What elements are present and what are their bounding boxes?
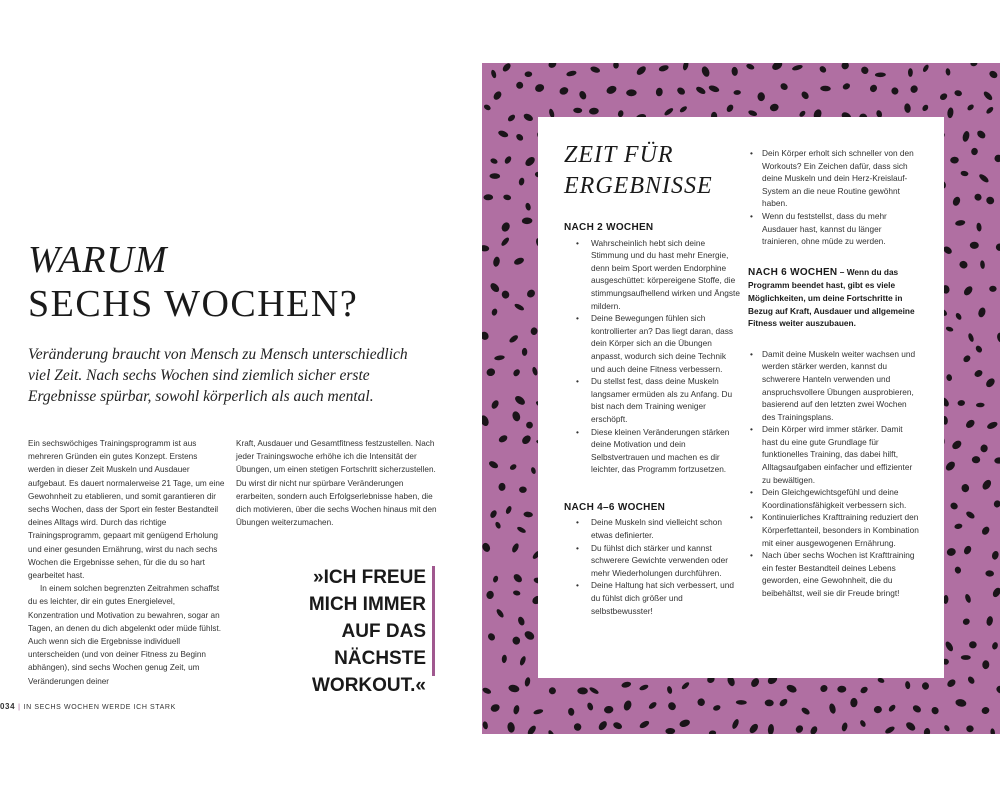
pattern-dot — [745, 63, 755, 71]
pattern-dot — [970, 242, 979, 249]
box-title-line1: ZEIT FÜR — [564, 142, 674, 168]
pattern-dot — [967, 675, 976, 685]
pattern-dot — [990, 728, 995, 734]
list-item: • Deine Haltung hat sich verbessert, und du fühlst dich größer und selbstbewusster! — [564, 579, 744, 617]
pattern-dot — [819, 684, 829, 694]
pattern-dot — [733, 90, 741, 95]
pattern-dot — [995, 243, 1000, 252]
pattern-dot — [945, 326, 954, 333]
pattern-dot — [489, 173, 500, 179]
pattern-dot — [489, 281, 501, 293]
page-number: 034 — [0, 702, 16, 711]
pattern-dot — [840, 63, 850, 71]
pattern-dot — [492, 90, 503, 101]
pattern-dot — [648, 701, 658, 711]
pattern-dot — [828, 703, 836, 715]
pattern-dot — [978, 173, 990, 184]
pattern-dot — [905, 720, 917, 732]
pattern-dot — [974, 344, 983, 353]
pattern-dot — [994, 457, 1000, 464]
pattern-dot — [682, 63, 689, 71]
pattern-dot — [492, 256, 500, 267]
pattern-dot — [962, 130, 971, 142]
pattern-dot — [708, 84, 720, 93]
body-paragraph: In einem solchen begrenzten Zeitrahmen schaffst du es leichter, dir ein gutes Energielevel, Konzentration und Motivation zu bewahren, sogar an Tagen, an denen du dich abgelenkt oder müde fühlst. Auch wenn sich die Ergebnisse individuell unterscheiden (und von deiner Fitness zu Beginn abhängen), sind sechs Wochen genug Zeit, um Veränderungen deiner — [28, 584, 222, 686]
pattern-dot — [490, 157, 499, 164]
pull-quote: »ICH FREUE MICH IMMER AUF DAS NÄCHSTE WORKOUT.« — [308, 567, 426, 696]
pattern-dot — [778, 697, 789, 707]
pattern-dot — [954, 89, 963, 96]
pattern-dot — [490, 703, 501, 713]
pattern-dot — [962, 285, 974, 297]
pattern-dot — [501, 654, 507, 663]
section-heading-week6: NACH 6 WOCHEN — [748, 266, 838, 278]
list-item: • Du fühlst dich stärker und kannst schwerere Gewichte verwenden oder mehr Wiederholungen durchführen. — [564, 542, 744, 580]
pattern-dot — [791, 64, 803, 72]
pattern-dot — [982, 660, 989, 669]
pattern-dot — [996, 332, 1000, 343]
pattern-dot — [984, 377, 996, 389]
pattern-dot — [905, 681, 911, 690]
pattern-dot — [973, 369, 983, 379]
pattern-dot — [588, 686, 599, 695]
pattern-dot — [519, 487, 527, 493]
pattern-dot — [955, 312, 963, 321]
pattern-dot — [890, 86, 899, 96]
pattern-dot — [613, 63, 619, 69]
pattern-dot — [869, 83, 879, 93]
pattern-dot — [500, 236, 510, 247]
pattern-dot — [513, 256, 525, 266]
pattern-dot — [516, 82, 523, 89]
pattern-dot — [946, 678, 957, 689]
pattern-dot — [757, 92, 765, 101]
box-title-line2: ERGEBNISSE — [564, 173, 713, 199]
pattern-dot — [731, 67, 738, 77]
pattern-dot — [748, 722, 760, 734]
pattern-dot — [769, 103, 779, 113]
box-title — [564, 140, 713, 202]
pattern-dot — [482, 414, 490, 427]
pattern-dot — [534, 83, 545, 93]
week4-6-list-continued — [748, 147, 923, 248]
pattern-dot — [520, 434, 532, 446]
section-heading-week4-6: NACH 4–6 WOCHEN — [564, 501, 666, 513]
pattern-dot — [513, 394, 526, 406]
pattern-dot — [494, 355, 505, 361]
pattern-dot — [497, 129, 509, 138]
pattern-dot — [525, 421, 534, 430]
pattern-dot — [514, 303, 526, 312]
pattern-dot — [966, 103, 975, 111]
pattern-dot — [908, 68, 913, 77]
pattern-dot — [524, 155, 537, 168]
pattern-dot — [498, 483, 506, 492]
pattern-dot — [603, 705, 613, 714]
pattern-dot — [522, 348, 528, 356]
pattern-dot — [522, 217, 533, 224]
pattern-dot — [985, 195, 995, 205]
pattern-dot — [681, 681, 691, 690]
pattern-dot — [490, 399, 500, 410]
body-paragraph: Kraft, Ausdauer und Gesamtfitness festzustellen. Nach jeder Trainingswoche erhöhe ich die Intensität der Übungen, um einen stetigen Fortschritt sicherzustellen. Du wirst dir nicht nur spürbare Veränderungen erarbeiten, sondern auch Erfolgserlebnisse haben, die dich motivieren, über die sechs Wochen hinaus mit den Übungen weiterzumachen. — [236, 439, 437, 528]
pattern-dot — [494, 521, 501, 530]
pattern-dot — [954, 566, 962, 575]
body-paragraph: Ein sechswöchiges Trainingsprogramm ist aus mehreren Gründen ein gutes Konzept. Erstens werden in dieser Zeit Muskeln und Ausdauer aufgebaut. Es dauert normalerweise 21 Tage, um eine Gewohnheit zu etablieren, und somit garantieren dir sechs Wochen, dass der Sport ein fester Bestandteil deines Alltags wird. Durch das richtige Trainingsprogramm, gepaart mit genügend Erholung und einer gesunden Ernährung, wirst du nach sechs Wochen die Ergebnisse sehen, für die du so hart gearbeitet hast. — [28, 439, 225, 581]
week4-6-list — [564, 516, 744, 617]
pattern-dot — [980, 444, 989, 453]
pattern-dot — [522, 112, 534, 122]
pattern-dot — [663, 107, 674, 117]
pattern-dot — [736, 700, 747, 705]
pattern-dot — [622, 699, 632, 711]
pattern-dot — [548, 687, 556, 695]
list-item: • Wenn du feststellst, dass du mehr Ausdauer hast, kannst du länger trainieren, ohne müde zu werden. — [748, 210, 923, 248]
pattern-dot — [962, 354, 972, 364]
pattern-dot — [954, 523, 963, 530]
pattern-dot — [875, 72, 886, 77]
running-title: IN SECHS WOCHEN WERDE ICH STARK — [23, 704, 176, 711]
pattern-dot — [842, 82, 851, 91]
pattern-dot — [523, 629, 536, 641]
pattern-dot — [964, 418, 976, 429]
pattern-dot — [621, 681, 632, 689]
results-column-2 — [748, 147, 923, 600]
pattern-dot — [586, 702, 594, 711]
pattern-dot — [989, 286, 996, 292]
pattern-dot — [985, 106, 994, 115]
pattern-dot — [966, 725, 974, 732]
pattern-dot — [666, 686, 673, 695]
pattern-dot — [771, 63, 784, 72]
results-column-1 — [564, 222, 744, 617]
pattern-dot — [985, 570, 994, 577]
pattern-dot — [507, 113, 517, 122]
pattern-dot — [658, 64, 669, 72]
pattern-dot — [964, 593, 972, 603]
pattern-dot — [951, 196, 961, 207]
pattern-dot — [482, 330, 490, 341]
pattern-dot — [712, 704, 721, 711]
pattern-dot — [973, 192, 983, 202]
page-title-line2: SECHS WOCHEN? — [28, 283, 359, 325]
pattern-dot — [921, 682, 929, 691]
pattern-dot — [678, 718, 690, 728]
pattern-dot — [491, 308, 498, 317]
pattern-dot — [577, 687, 588, 694]
pattern-dot — [590, 65, 601, 74]
pattern-dot — [483, 103, 492, 111]
list-item: • Dein Körper erholt sich schneller von den Workouts? Ein Zeichen dafür, dass sich deine Muskeln und dein Herz-Kreislauf-System an die neue Routine gewöhnt haben. — [748, 147, 923, 210]
pattern-dot — [498, 434, 509, 444]
body-column-2 — [236, 437, 438, 529]
pattern-dot — [841, 722, 848, 732]
list-item: • Damit deine Muskeln weiter wachsen und werden stärker werden, kannst du schwerere Hanteln verwenden und anspruchsvollere Übungen ausprobieren, basierend auf den letzten zwei Wochen des Trainingsplans. — [748, 348, 923, 424]
pattern-dot — [656, 87, 664, 96]
pattern-dot — [976, 402, 985, 407]
pattern-dot — [487, 632, 497, 642]
pattern-dot — [969, 641, 977, 648]
pattern-dot — [589, 107, 599, 114]
pattern-dot — [991, 550, 1000, 560]
pattern-dot — [767, 724, 774, 734]
list-item: • Diese kleinen Veränderungen stärken deine Motivation und dein Selbstvertrauen und machen es dir leichter, das Programm fortzusetzen. — [564, 426, 744, 476]
pattern-dot — [961, 483, 970, 492]
pattern-dot — [568, 707, 575, 716]
list-item: • Nach über sechs Wochen ist Krafttraining ein fester Bestandteil deines Lebens geworden, eine Gewohnheit, die du beibehältst, weil sie dir Freude bringt! — [748, 549, 923, 599]
pattern-dot — [946, 374, 953, 382]
pattern-dot — [503, 155, 512, 165]
pattern-dot — [709, 730, 717, 734]
pattern-dot — [517, 616, 526, 627]
pattern-dot — [944, 460, 957, 473]
pattern-dot — [505, 505, 513, 515]
pattern-dot — [951, 439, 963, 451]
pattern-dot — [605, 84, 618, 95]
pattern-dot — [512, 636, 521, 646]
pattern-dot — [980, 525, 990, 536]
pattern-dot — [986, 616, 994, 627]
pattern-dot — [800, 90, 810, 100]
pattern-dot — [500, 221, 511, 233]
pattern-dot — [507, 722, 516, 733]
pattern-dot — [991, 641, 999, 650]
pattern-dot — [725, 103, 734, 113]
pattern-dot — [981, 706, 991, 715]
pattern-dot — [513, 704, 521, 714]
pattern-dot — [921, 104, 929, 113]
pattern-dot — [873, 705, 882, 713]
pattern-dot — [483, 194, 493, 200]
pattern-dot — [612, 721, 623, 730]
pattern-dot — [946, 547, 956, 556]
pattern-dot — [922, 64, 930, 73]
pattern-dot — [850, 698, 858, 708]
list-item: • Deine Bewegungen fühlen sich kontrollierter an? Das liegt daran, dass dein Körper sich an die Übungen anpasst, wodurch sich deine Technik und auch deine Fitness verbessern. — [564, 312, 744, 375]
week2-list — [564, 237, 744, 476]
pattern-dot — [837, 686, 846, 693]
pattern-dot — [976, 222, 982, 231]
pattern-dot — [667, 701, 678, 712]
pattern-dot — [488, 460, 499, 470]
pattern-dot — [961, 655, 971, 660]
pattern-dot — [501, 63, 512, 73]
page-title-line1: WARUM — [28, 239, 168, 281]
pattern-dot — [492, 575, 499, 583]
pattern-dot — [980, 260, 985, 269]
left-page — [0, 0, 482, 800]
pattern-dot — [530, 467, 536, 475]
pattern-dot — [508, 684, 520, 693]
pattern-dot — [665, 728, 675, 734]
pattern-dot — [785, 683, 798, 694]
pattern-dot — [503, 194, 512, 201]
list-item: • Kontinuierliches Krafttraining reduziert den Körperfettanteil, besonders in Kombination mit einer ausgewogenen Ernährung. — [748, 511, 923, 549]
pattern-dot — [911, 704, 922, 714]
pattern-dot — [955, 219, 966, 226]
pattern-dot — [960, 170, 969, 177]
pattern-dot — [525, 288, 536, 299]
pattern-dot — [509, 463, 518, 471]
pattern-dot — [516, 526, 527, 534]
pattern-dot — [958, 260, 969, 270]
pattern-dot — [638, 719, 650, 729]
pattern-dot — [482, 687, 492, 696]
pattern-dot — [519, 655, 527, 666]
pattern-dot — [525, 202, 532, 211]
pattern-dot — [859, 719, 867, 728]
pattern-dot — [495, 608, 505, 619]
list-item: • Dein Gleichgewichtsgefühl und deine Koordinationsfähigkeit verbessern sich. — [748, 486, 923, 511]
pattern-dot — [700, 65, 711, 78]
pattern-dot — [547, 63, 558, 69]
pattern-dot — [945, 68, 951, 76]
pattern-dot — [511, 410, 521, 422]
pattern-dot — [859, 685, 869, 694]
pattern-dot — [731, 718, 740, 730]
pattern-dot — [512, 572, 523, 583]
pattern-dot — [676, 86, 687, 96]
pattern-dot — [995, 685, 1000, 695]
pattern-dot — [515, 133, 525, 142]
pattern-dot — [993, 499, 1000, 508]
pattern-dot — [486, 590, 495, 600]
pattern-dot — [950, 156, 959, 163]
pattern-dot — [697, 698, 706, 707]
pattern-dot — [526, 724, 537, 734]
section-heading-week2: NACH 2 WOCHEN — [564, 222, 654, 233]
pattern-dot — [639, 684, 649, 692]
pattern-dot — [986, 420, 998, 430]
pattern-dot — [976, 129, 987, 140]
pattern-dot — [748, 109, 758, 117]
pattern-dot — [939, 92, 949, 101]
list-item: • Wahrscheinlich hebt sich deine Stimmung und du hast mehr Energie, denn beim Sport werden Endorphine ausgeschüttet: körpereigene Stoffe, die stimmungsaufhellend wirken und Ängste mildern. — [564, 237, 744, 313]
pattern-dot — [962, 618, 971, 626]
pattern-dot — [524, 677, 531, 687]
pattern-dot — [482, 721, 489, 730]
list-item: • Deine Muskeln sind vielleicht schon etwas definierter. — [564, 516, 744, 541]
pattern-dot — [909, 84, 919, 94]
pattern-dot — [943, 724, 951, 732]
pattern-dot — [482, 542, 492, 554]
pattern-dot — [518, 177, 525, 186]
pattern-dot — [809, 725, 819, 734]
pattern-dot — [679, 105, 688, 113]
pattern-dot — [982, 90, 993, 101]
pattern-dot — [486, 367, 497, 377]
pattern-dot — [558, 86, 569, 96]
pattern-dot — [513, 590, 521, 596]
body-column-1 — [28, 437, 226, 688]
pattern-dot — [949, 501, 959, 511]
pattern-dot — [490, 69, 497, 79]
page-footer — [0, 702, 176, 711]
pattern-dot — [635, 65, 647, 77]
pattern-dot — [904, 103, 912, 113]
pattern-dot — [523, 511, 533, 517]
pull-quote-bar — [432, 566, 435, 676]
list-item: • Dein Körper wird immer stärker. Damit hast du eine gute Grundlage für funktionelles Training, das dabei hilft, Alltagsaufgaben einfacher und effizienter zu bewältigen. — [748, 423, 923, 486]
pattern-dot — [533, 708, 544, 715]
week6-intro — [748, 266, 923, 330]
pattern-dot — [888, 704, 897, 713]
pattern-dot — [957, 400, 965, 407]
pattern-dot — [525, 71, 533, 77]
pattern-dot — [489, 509, 498, 519]
list-item: • Du stellst fest, dass deine Muskeln langsamer ermüden als zu Anfang. Du bist nach dem Training weniger erschöpft. — [564, 375, 744, 425]
pattern-dot — [965, 510, 976, 520]
pattern-dot — [860, 65, 870, 75]
pattern-dot — [955, 698, 967, 707]
pattern-dot — [818, 65, 827, 74]
pattern-dot — [977, 307, 987, 319]
pattern-dot — [794, 724, 804, 734]
pattern-dot — [512, 368, 521, 378]
week6-list — [748, 348, 923, 600]
pattern-dot — [944, 640, 955, 652]
pattern-dot — [981, 478, 993, 491]
week6-intro-text: – Wenn du das Programm beendet hast, gibt es viele Möglichkeiten, um deine Fortschritte in Bezug auf Kraft, Ausdauer und allgemeine Fitness weiter auszubauen. — [748, 266, 915, 329]
pattern-dot — [988, 69, 999, 79]
pattern-dot — [884, 725, 896, 734]
pattern-dot — [930, 706, 940, 716]
pattern-dot — [566, 70, 577, 77]
pattern-dot — [923, 728, 930, 734]
pattern-dot — [800, 706, 811, 716]
pattern-dot — [991, 586, 1000, 598]
pattern-dot — [947, 107, 954, 118]
pattern-dot — [695, 85, 707, 95]
pattern-dot — [574, 723, 582, 731]
pattern-dot — [578, 90, 588, 101]
pattern-dot — [970, 147, 978, 156]
pattern-dot — [626, 89, 637, 96]
pattern-dot — [501, 290, 511, 300]
pattern-dot — [970, 63, 978, 67]
pattern-dot — [547, 729, 556, 734]
intro-text: Veränderung braucht von Mensch zu Mensch unterschiedlich viel Zeit. Nach sechs Wochen sind ziemlich sicher erste Ergebnisse spürbar, sowohl körperlich als auch mental. — [28, 346, 408, 405]
pattern-dot — [962, 545, 972, 556]
pattern-dot — [508, 334, 519, 344]
pattern-dot — [765, 699, 774, 706]
pattern-dot — [820, 85, 831, 91]
pattern-dot — [994, 154, 1000, 163]
pattern-dot — [779, 82, 789, 92]
pattern-dot — [972, 456, 981, 464]
pattern-dot — [597, 720, 609, 732]
pattern-dot — [749, 677, 760, 689]
pattern-dot — [573, 107, 582, 113]
footer-separator: | — [18, 704, 21, 711]
pattern-dot — [511, 542, 520, 553]
pattern-dot — [967, 333, 975, 343]
pattern-dot — [482, 245, 490, 252]
